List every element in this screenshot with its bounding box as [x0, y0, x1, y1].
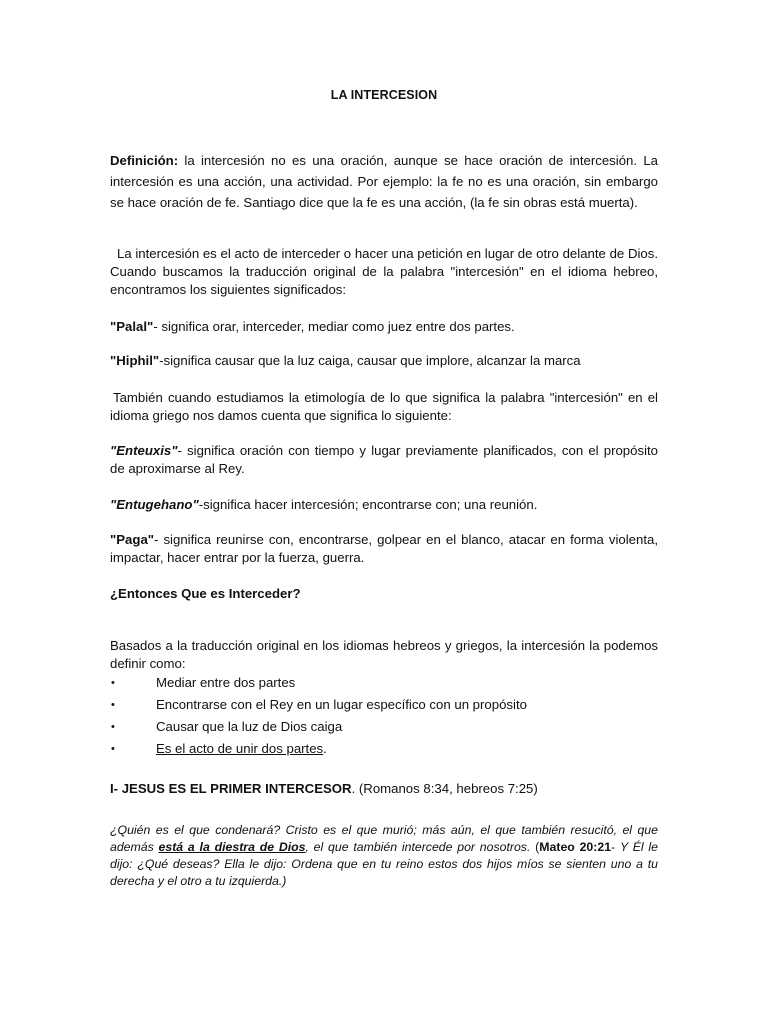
bullet-icon: •	[111, 699, 115, 711]
hebrew-term-palal	[110, 316, 658, 337]
greek-intro-paragraph: También cuando estudiamos la etimología de lo que significa la palabra "intercesión" en el idioma griego nos damos cuenta que significa lo siguiente:	[110, 390, 658, 423]
intro-paragraph: La intercesión es el acto de interceder o hacer una petición en lugar de otro delante de Dios. Cuando buscamos la traducción original de la palabra "intercesión" en el idioma hebreo, encontramos los siguientes significados:	[110, 246, 658, 297]
list-item	[110, 738, 658, 760]
term-label: "Entugehano"	[110, 497, 199, 512]
term-label: "Paga"	[110, 532, 155, 547]
list-item-suffix: .	[323, 741, 327, 756]
greek-term-enteuxis	[110, 442, 658, 478]
bullet-icon: •	[111, 677, 115, 689]
scripture-quote	[110, 822, 658, 890]
definition-list	[110, 672, 658, 760]
list-item	[110, 694, 658, 716]
greek-term-paga	[110, 531, 658, 567]
term-label: "Enteuxis"	[110, 443, 178, 458]
section-heading-bold: I- JESUS ES EL PRIMER INTERCESOR	[110, 781, 352, 796]
bullet-icon: •	[111, 743, 115, 755]
definition-label: Definición:	[110, 153, 179, 168]
list-item	[110, 672, 658, 694]
quote-text: Y Él le dijo: ¿Qué deseas? Ella le dijo: Ordena que en tu reino estos dos hijos míos se sienten uno a tu derecha y el otro a tu izquierda.)	[110, 840, 658, 888]
term-meaning: - significa orar, interceder, mediar como juez entre dos partes.	[153, 319, 515, 334]
term-meaning: -significa causar que la luz caiga, causar que implore, alcanzar la marca	[159, 353, 581, 368]
quote-reference: Mateo 20:21	[539, 840, 612, 854]
list-item-text: Es el acto de unir dos partes	[156, 741, 324, 756]
list-item-text: Mediar entre dos partes	[156, 675, 296, 690]
section-heading	[110, 778, 658, 799]
definition-paragraph	[110, 150, 658, 213]
quote-reference-open: (	[530, 840, 540, 854]
quote-text: , el que también intercede por nosotros.	[305, 840, 531, 854]
conclusion-intro: Basados a la traducción original en los idiomas hebreos y griegos, la intercesión la podemos definir como:	[110, 638, 658, 671]
quote-reference-dash: -	[611, 840, 620, 854]
quote-text: ¿Quién es el que condenará? Cristo es el que murió; más aún, el que también resucitó, el que además	[110, 823, 658, 854]
quote-emphasis: está a la diestra de Dios	[158, 840, 306, 854]
hebrew-term-hiphil	[110, 350, 658, 371]
term-meaning: - significa reunirse con, encontrarse, golpear en el blanco, atacar en forma violenta, impactar, hacer entrar por la fuerza, guerra.	[110, 532, 658, 565]
term-label: "Hiphil"	[110, 353, 160, 368]
greek-term-entugehano	[110, 494, 658, 515]
bullet-icon: •	[111, 721, 115, 733]
list-item-text: Causar que la luz de Dios caiga	[156, 719, 343, 734]
list-item	[110, 716, 658, 738]
term-meaning: - significa oración con tiempo y lugar previamente planificados, con el propósito de aproximarse al Rey.	[110, 443, 658, 476]
list-item-text: Encontrarse con el Rey en un lugar específico con un propósito	[156, 697, 527, 712]
term-meaning: -significa hacer intercesión; encontrarse con; una reunión.	[198, 497, 538, 512]
definition-text: la intercesión no es una oración, aunque se hace oración de intercesión. La intercesión es una acción, una actividad. Por ejemplo: la fe no es una oración, sin embargo se hace oración de fe. Santiago dice que la fe es una acción, (la fe sin obras está muerta).	[110, 153, 658, 210]
term-label: "Palal"	[110, 319, 154, 334]
question-heading: ¿Entonces Que es Interceder?	[110, 586, 301, 601]
page-title: LA INTERCESION	[330, 88, 438, 102]
section-heading-reference: . (Romanos 8:34, hebreos 7:25)	[351, 781, 538, 796]
